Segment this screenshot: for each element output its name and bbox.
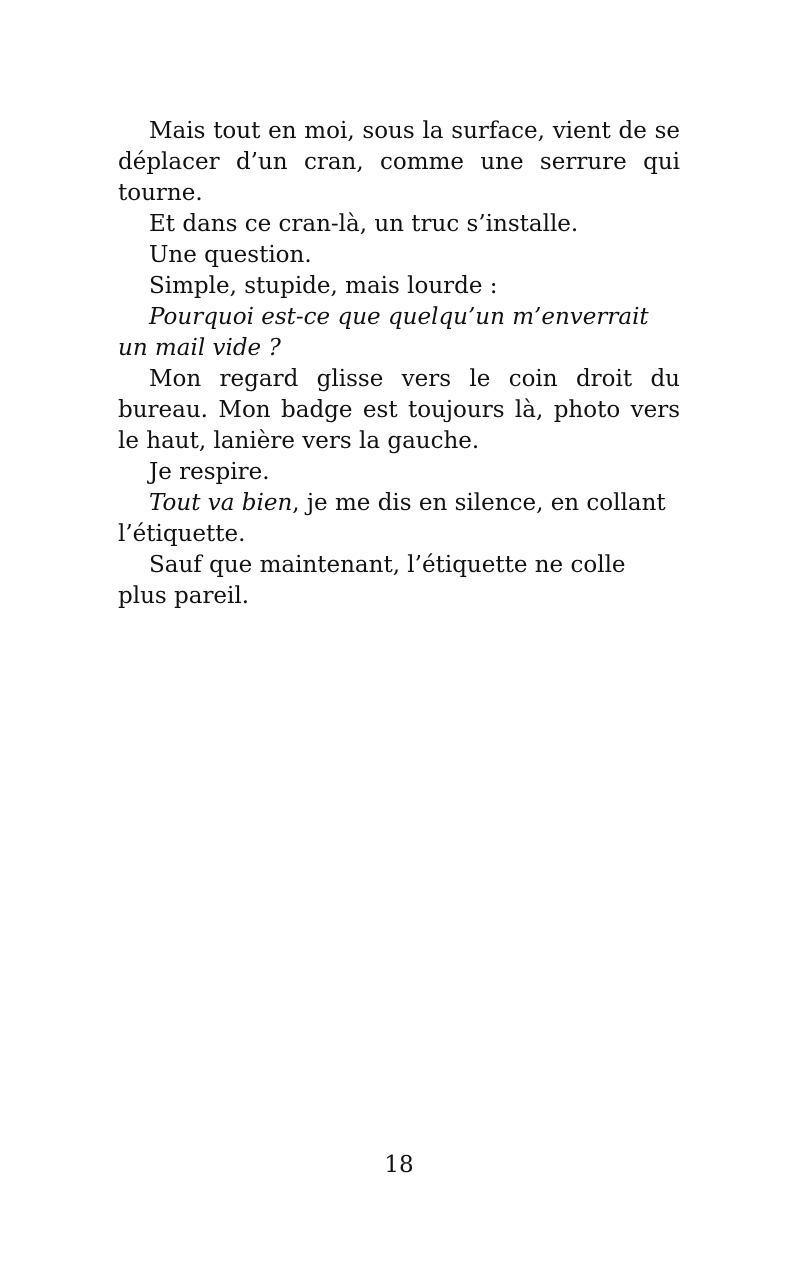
paragraph-4: Simple, stupide, mais lourde :: [149, 273, 498, 299]
paragraph-5-italic-question: Pourquoi est-ce que quelqu’un m’enverrait un mail vide ?: [118, 304, 649, 361]
paragraph-1: Mais tout en moi, sous la surface, vient de se déplacer d’un cran, comme une serrure qui tourne.: [118, 118, 680, 206]
paragraph-8-italic: Tout va bien: [149, 490, 293, 516]
paragraph-3: Une question.: [149, 242, 312, 268]
paragraph-7: Je respire.: [149, 459, 270, 485]
paragraph-6: Mon regard glisse vers le coin droit du bureau. Mon badge est toujours là, photo vers le haut, lanière vers la gauche.: [118, 366, 680, 454]
paragraph-9: Sauf que maintenant, l’étiquette ne colle plus pareil.: [118, 552, 626, 609]
paragraph-8-rest: , je me dis en silence, en collant l’étiquette.: [118, 490, 666, 547]
paragraph-8: [118, 488, 680, 550]
body-text: [118, 116, 680, 612]
page-number: 18: [384, 1152, 414, 1178]
paragraph-2: Et dans ce cran-là, un truc s’installe.: [149, 211, 579, 237]
